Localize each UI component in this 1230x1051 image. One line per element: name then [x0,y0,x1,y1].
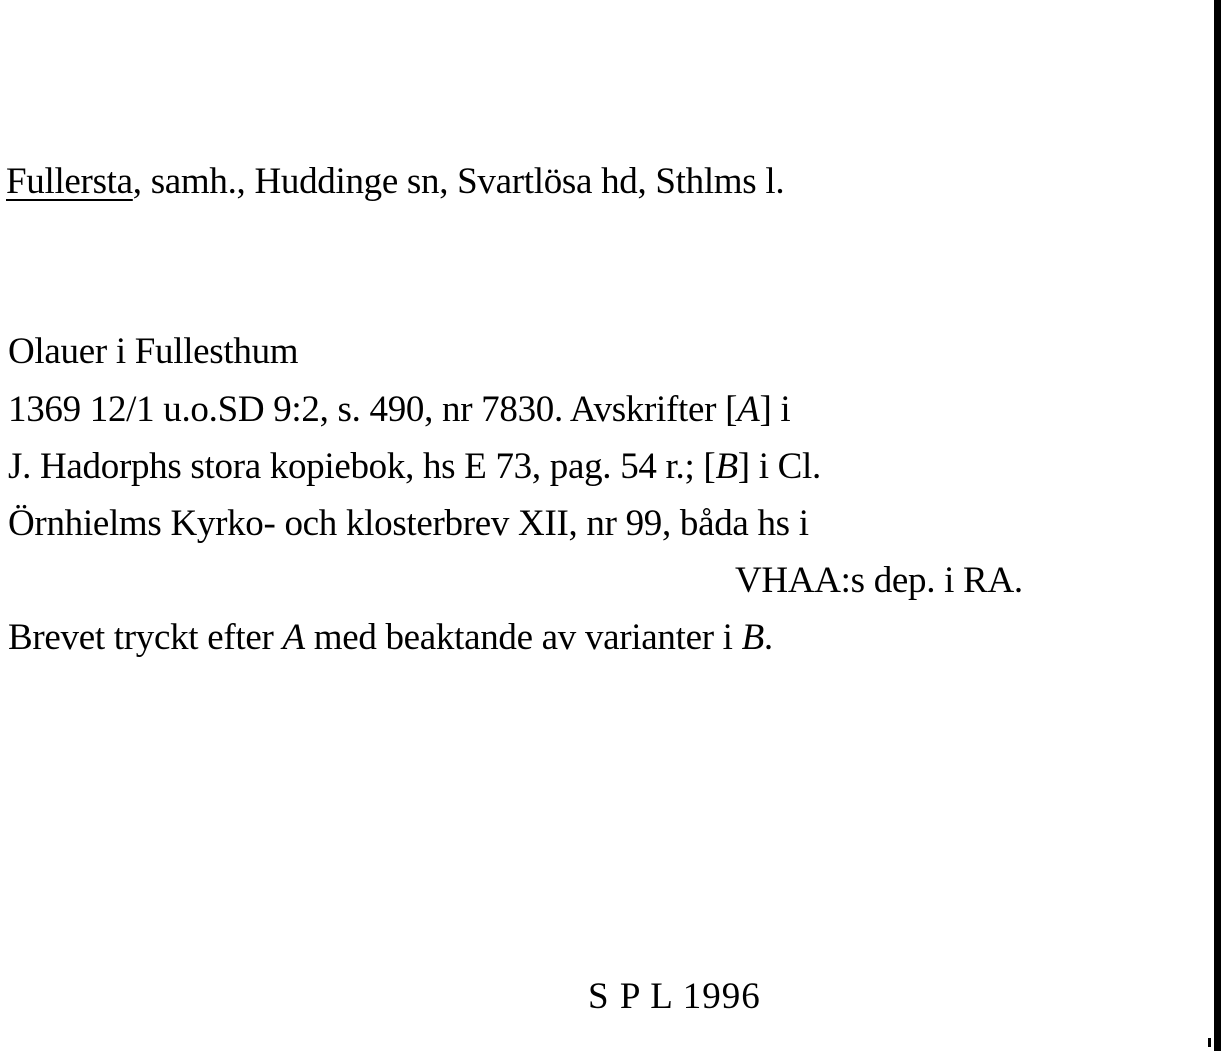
name-form: Olauer i Fullesthum [8,331,299,372]
edition-note-middle: med beaktande av varianter i [304,617,742,658]
source-line-1-text: 1369 12/1 u.o.SD 9:2, s. 490, nr 7830. Avskrifter [ [8,389,738,430]
card-signature: S P L 1996 [588,976,761,1017]
source-line-1 [8,391,790,428]
source-line-2 [8,448,821,485]
card-edge-tick [1208,1038,1211,1047]
place-name: Fullersta [6,161,133,202]
manuscript-ref-b: B [715,446,738,487]
place-heading [6,163,784,200]
manuscript-ref-a: A [737,389,760,430]
source-line-3: Örnhielms Kyrko- och klosterbrev XII, nr 99, båda hs i [8,503,809,544]
place-description: , samh., Huddinge sn, Svartlösa hd, Sthlms l. [132,161,785,202]
edition-note [8,619,773,656]
edition-note-ref-b: B [741,617,764,658]
card-edge-rule [1214,0,1221,1051]
source-line-2-text: J. Hadorphs stora kopiebok, hs E 73, pag. 54 r.; [ [8,446,716,487]
edition-note-suffix: . [763,617,773,658]
source-line-2-tail: ] i Cl. [737,446,821,487]
source-line-1-tail: ] i [759,389,791,430]
source-line-4: VHAA:s dep. i RA. [735,560,1023,601]
edition-note-prefix: Brevet tryckt efter [8,617,283,658]
edition-note-ref-a: A [282,617,305,658]
